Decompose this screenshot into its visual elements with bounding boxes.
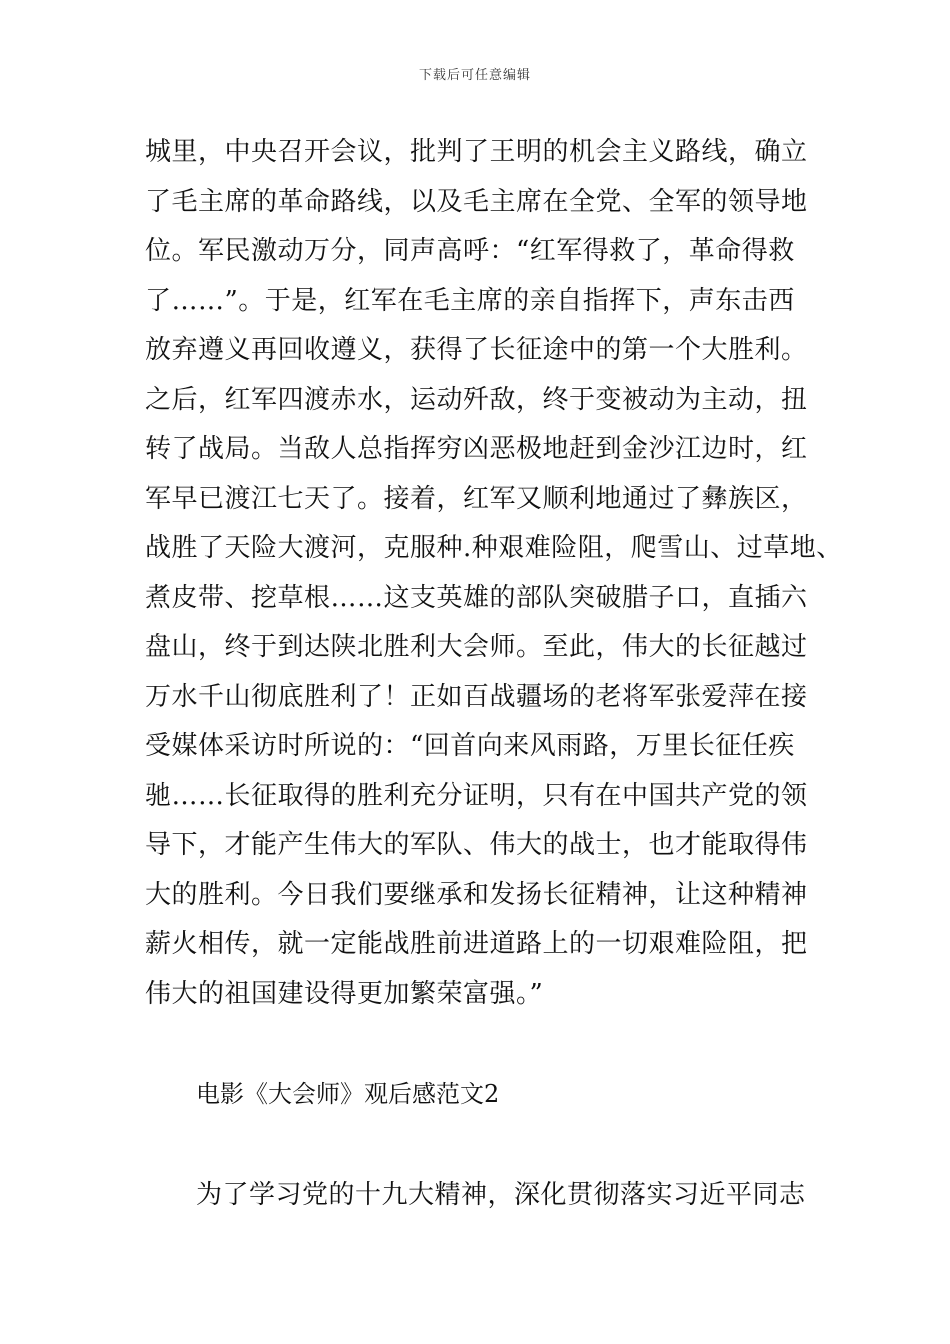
section-title: 电影《大会师》观后感范文2 (196, 1080, 500, 1108)
body-line: 大的胜利。今日我们要继承和发扬长征精神，让这种精神 (145, 879, 808, 910)
body-line: 城里，中央召开会议，批判了王明的机会主义路线，确立 (145, 137, 808, 167)
body-line: 之后，红军四渡赤水，运动歼敌，终于变被动为主动，扭 (145, 384, 808, 415)
body-line: 战胜了天险大渡河，克服种.种艰难险阻，爬雪山、过草地、 (145, 533, 843, 563)
body-line: 伟大的祖国建设得更加繁荣富强。” (145, 978, 544, 1009)
body-line: 盘山，终于到达陕北胜利大会师。至此，伟大的长征越过 (145, 632, 808, 662)
body-line: 放弃遵义再回收遵义，获得了长征途中的第一个大胜利。 (145, 335, 808, 365)
body-line: 万水千山彻底胜利了！正如百战疆场的老将军张爱萍在接 (145, 681, 808, 712)
body-line: 受媒体采访时所说的：“回首向来风雨路，万里长征任疾 (145, 731, 795, 761)
body-paragraph (145, 128, 843, 1019)
body-line: 了毛主席的革命路线，以及毛主席在全党、全军的领导地 (145, 186, 808, 217)
body-line: 转了战局。当敌人总指挥穷凶恶极地赶到金沙江边时，红 (145, 434, 808, 464)
body-line: 驰……长征取得的胜利充分证明，只有在中国共产党的领 (145, 780, 808, 811)
body-line: 了……”。于是，红军在毛主席的亲自指挥下，声东击西 (145, 285, 795, 316)
page-header-note: 下载后可任意编辑 (418, 68, 531, 83)
body-line: 导下，才能产生伟大的军队、伟大的战士，也才能取得伟 (145, 830, 808, 860)
body-line: 军早已渡江七天了。接着，红军又顺利地通过了彝族区， (145, 483, 808, 514)
body-line: 薪火相传，就一定能战胜前进道路上的一切艰难险阻，把 (145, 929, 808, 959)
section-first-line: 为了学习党的十九大精神，深化贯彻落实习近平同志 (196, 1180, 806, 1210)
body-line: 位。军民激动万分，同声高呼：“红军得救了，革命得救 (145, 236, 795, 266)
body-line: 煮皮带、挖草根……这支英雄的部队突破腊子口，直插六 (145, 582, 808, 613)
